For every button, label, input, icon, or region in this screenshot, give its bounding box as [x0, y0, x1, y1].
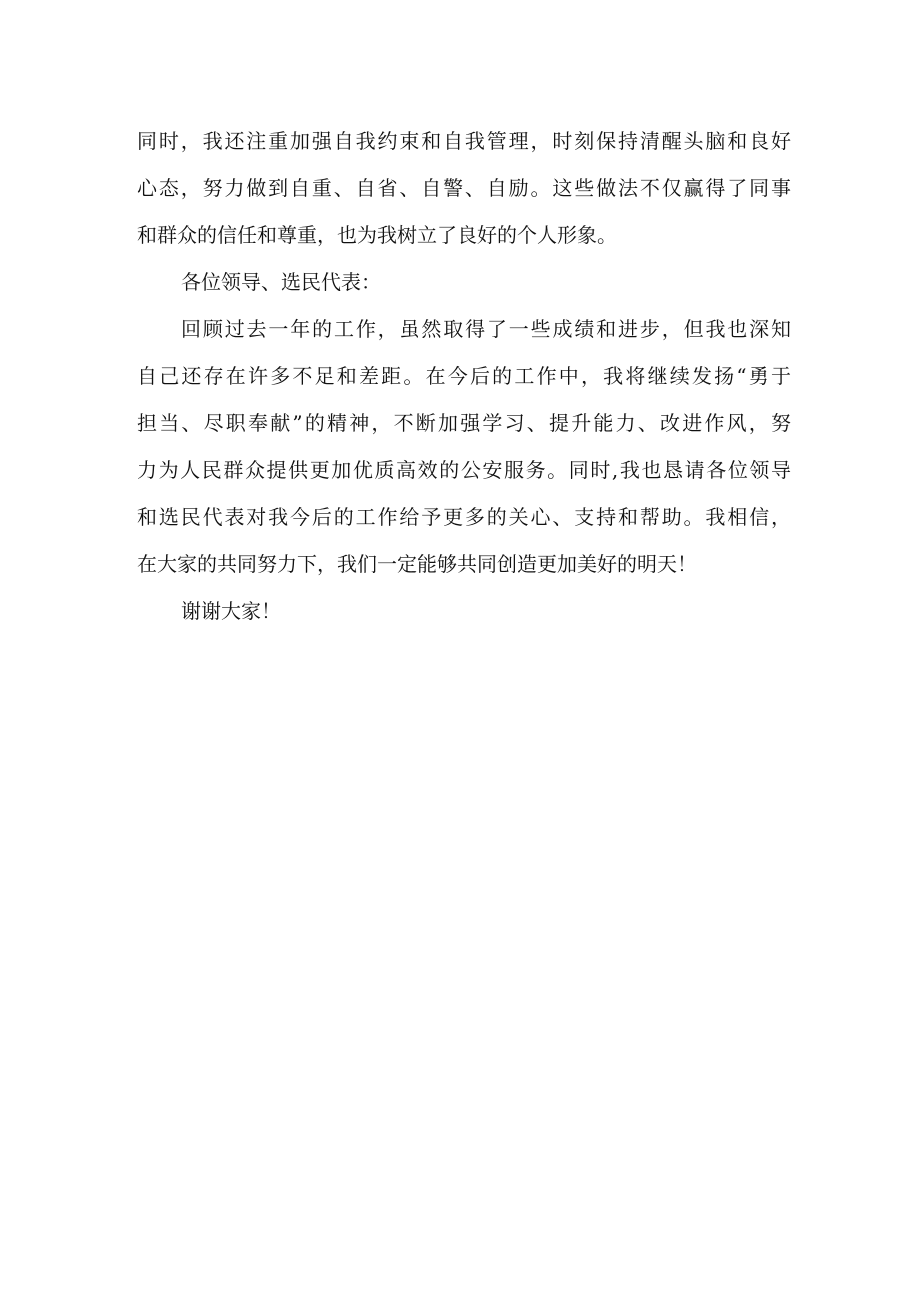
- text-line: 各位领导、选民代表：: [181, 270, 381, 294]
- text-line: 同时，我还注重加强自我约束和自我管理，时刻保持清醒头脑和良好: [137, 129, 791, 153]
- paragraph-review: [137, 306, 791, 588]
- text-line: 和选民代表对我今后的工作给予更多的关心、支持和帮助。我相信，: [137, 505, 791, 529]
- text-line: 心态，努力做到自重、自省、自警、自励。这些做法不仅赢得了同事: [137, 176, 791, 200]
- text-line: 谢谢大家！: [181, 599, 281, 623]
- paragraph-closing: [137, 588, 791, 635]
- text-line: 回顾过去一年的工作，虽然取得了一些成绩和进步，但我也深知: [181, 317, 791, 341]
- document-body: [137, 118, 791, 635]
- text-line: 在大家的共同努力下，我们一定能够共同创造更加美好的明天！: [137, 552, 697, 576]
- text-line: 自己还存在许多不足和差距。在今后的工作中，我将继续发扬“勇于: [137, 364, 791, 388]
- paragraph-self-discipline: [137, 118, 791, 259]
- paragraph-salutation: [137, 259, 791, 306]
- text-line: 担当、尽职奉献”的精神，不断加强学习、提升能力、改进作风，努: [137, 411, 791, 435]
- text-line: 力为人民群众提供更加优质高效的公安服务。同时,我也恳请各位领导: [137, 458, 791, 482]
- text-line: 和群众的信任和尊重，也为我树立了良好的个人形象。: [137, 223, 617, 247]
